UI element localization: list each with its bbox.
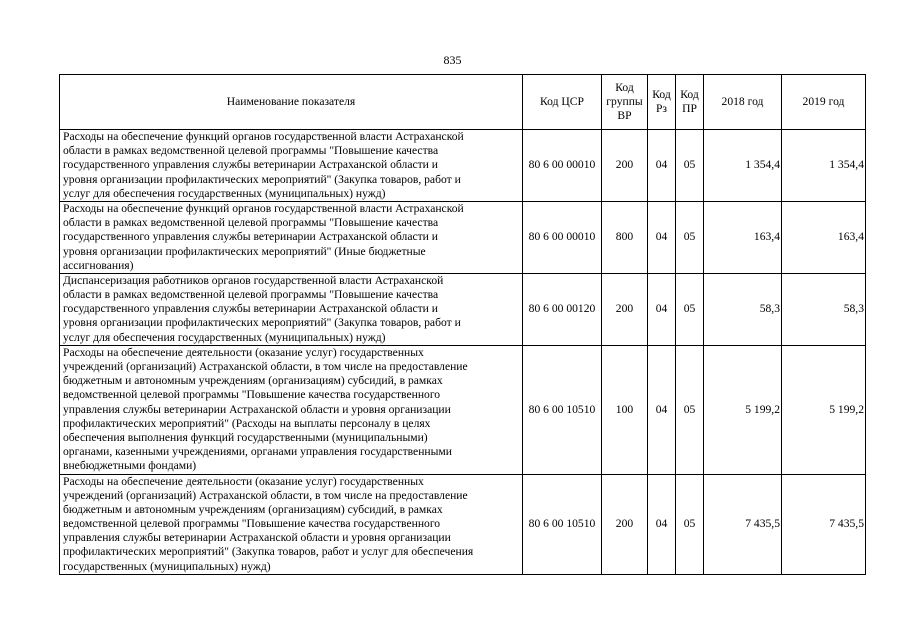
indicator-name-line: услуг для обеспечения государственных (муниципальных) нужд) xyxy=(63,330,386,344)
csr-code-cell: 80 6 00 00010 xyxy=(523,130,602,202)
indicator-name-line: услуг для обеспечения государственных (муниципальных) нужд) xyxy=(63,186,386,200)
csr-code-cell: 80 6 00 00120 xyxy=(523,273,602,345)
header-pr xyxy=(676,75,704,130)
pr-code-cell: 05 xyxy=(676,201,704,273)
indicator-name-line: ассигнования) xyxy=(63,258,134,272)
indicator-name-line: Диспансеризация работников органов государственной власти Астраханской xyxy=(63,273,444,287)
amount-2018-cell: 58,3 xyxy=(704,273,782,345)
rz-code-cell: 04 xyxy=(648,474,676,574)
indicator-name-line: управления службы ветеринарии Астраханской области и уровня организации xyxy=(63,531,451,545)
rz-code-cell: 04 xyxy=(648,345,676,474)
vr-code-cell: 200 xyxy=(602,474,648,574)
table-row xyxy=(60,273,866,345)
indicator-name-line: бюджетным и автономным учреждениям (организациям) субсидий, в рамках xyxy=(63,502,443,516)
pr-code-cell: 05 xyxy=(676,273,704,345)
table-body xyxy=(60,130,866,575)
indicator-name-line: бюджетным и автономным учреждениям (организациям) субсидий, в рамках xyxy=(63,374,443,388)
indicator-name-line: управления службы ветеринарии Астраханской области и уровня организации xyxy=(63,402,451,416)
indicator-name-line: внебюджетными фондами) xyxy=(63,459,197,473)
table-row xyxy=(60,201,866,273)
csr-code-cell: 80 6 00 10510 xyxy=(523,474,602,574)
vr-code-cell: 800 xyxy=(602,201,648,273)
indicator-name-cell xyxy=(60,273,523,345)
header-row xyxy=(60,75,866,130)
header-2019: 2019 год xyxy=(782,75,866,130)
indicator-name-line: области в рамках ведомственной целевой программы "Повышение качества xyxy=(63,144,439,158)
indicator-name-line: государственного управления службы ветеринарии Астраханской области и xyxy=(63,158,438,172)
table-row xyxy=(60,345,866,474)
indicator-name-line: профилактических мероприятий" (Расходы на выплаты персоналу в целях xyxy=(63,416,431,430)
table-row xyxy=(60,130,866,202)
header-rz-line: Код xyxy=(652,88,671,101)
pr-code-cell: 05 xyxy=(676,130,704,202)
header-csr: Код ЦСР xyxy=(523,75,602,130)
rz-code-cell: 04 xyxy=(648,201,676,273)
indicator-name-line: государственного управления службы ветеринарии Астраханской области и xyxy=(63,302,438,316)
indicator-name-line: органами, казенными учреждениями, органами управления государственными xyxy=(63,445,452,459)
indicator-name-line: Расходы на обеспечение деятельности (оказание услуг) государственных xyxy=(63,474,424,488)
amount-2019-cell: 5 199,2 xyxy=(782,345,866,474)
indicator-name-line: учреждений (организаций) Астраханской области, в том числе на предоставление xyxy=(63,488,468,502)
vr-code-cell: 100 xyxy=(602,345,648,474)
indicator-name-line: ведомственной целевой программы "Повышение качества государственного xyxy=(63,517,441,531)
header-vr-line: группы xyxy=(606,95,643,108)
indicator-name-line: области в рамках ведомственной целевой программы "Повышение качества xyxy=(63,216,439,230)
indicator-name-line: обеспечения выполнения функций государственными (муниципальными) xyxy=(63,430,428,444)
indicator-name-line: уровня организации профилактических мероприятий" (Иные бюджетные xyxy=(63,244,426,258)
indicator-name-line: уровня организации профилактических мероприятий" (Закупка товаров, работ и xyxy=(63,172,461,186)
rz-code-cell: 04 xyxy=(648,130,676,202)
indicator-name-line: ведомственной целевой программы "Повышение качества государственного xyxy=(63,388,441,402)
csr-code-cell: 80 6 00 00010 xyxy=(523,201,602,273)
indicator-name-line: Расходы на обеспечение функций органов государственной власти Астраханской xyxy=(63,130,464,143)
indicator-name-line: учреждений (организаций) Астраханской области, в том числе на предоставление xyxy=(63,360,468,373)
amount-2018-cell: 5 199,2 xyxy=(704,345,782,474)
csr-code-cell: 80 6 00 10510 xyxy=(523,345,602,474)
amount-2019-cell: 7 435,5 xyxy=(782,474,866,574)
indicator-name-line: государственного управления службы ветеринарии Астраханской области и xyxy=(63,230,438,244)
header-pr-line: Код xyxy=(680,88,699,101)
amount-2019-cell: 1 354,4 xyxy=(782,130,866,202)
amount-2019-cell: 58,3 xyxy=(782,273,866,345)
indicator-name-line: Расходы на обеспечение деятельности (оказание услуг) государственных xyxy=(63,345,424,359)
amount-2018-cell: 163,4 xyxy=(704,201,782,273)
indicator-name-cell xyxy=(60,474,523,574)
header-vr xyxy=(602,75,648,130)
amount-2018-cell: 7 435,5 xyxy=(704,474,782,574)
amount-2018-cell: 1 354,4 xyxy=(704,130,782,202)
pr-code-cell: 05 xyxy=(676,474,704,574)
header-vr-line: Код xyxy=(615,81,634,94)
indicator-name-line: государственных (муниципальных) нужд) xyxy=(63,559,271,573)
indicator-name-cell xyxy=(60,345,523,474)
header-rz-line: Рз xyxy=(655,102,668,115)
header-pr-line: ПР xyxy=(682,102,697,115)
rz-code-cell: 04 xyxy=(648,273,676,345)
pr-code-cell: 05 xyxy=(676,345,704,474)
header-rz xyxy=(648,75,676,130)
indicator-name-line: области в рамках ведомственной целевой программы "Повышение качества xyxy=(63,288,439,302)
vr-code-cell: 200 xyxy=(602,273,648,345)
indicator-name-cell xyxy=(60,201,523,273)
budget-table xyxy=(59,74,866,575)
vr-code-cell: 200 xyxy=(602,130,648,202)
amount-2019-cell: 163,4 xyxy=(782,201,866,273)
indicator-name-line: профилактических мероприятий" (Закупка товаров, работ и услуг для обеспечения xyxy=(63,545,474,559)
header-2018: 2018 год xyxy=(704,75,782,130)
indicator-name-line: Расходы на обеспечение функций органов государственной власти Астраханской xyxy=(63,201,464,215)
page-number: 835 xyxy=(443,53,462,67)
indicator-name-line: уровня организации профилактических мероприятий" (Закупка товаров, работ и xyxy=(63,316,461,330)
header-vr-line: ВР xyxy=(617,109,632,122)
indicator-name-cell xyxy=(60,130,523,202)
header-name: Наименование показателя xyxy=(60,75,523,130)
table-row xyxy=(60,474,866,574)
